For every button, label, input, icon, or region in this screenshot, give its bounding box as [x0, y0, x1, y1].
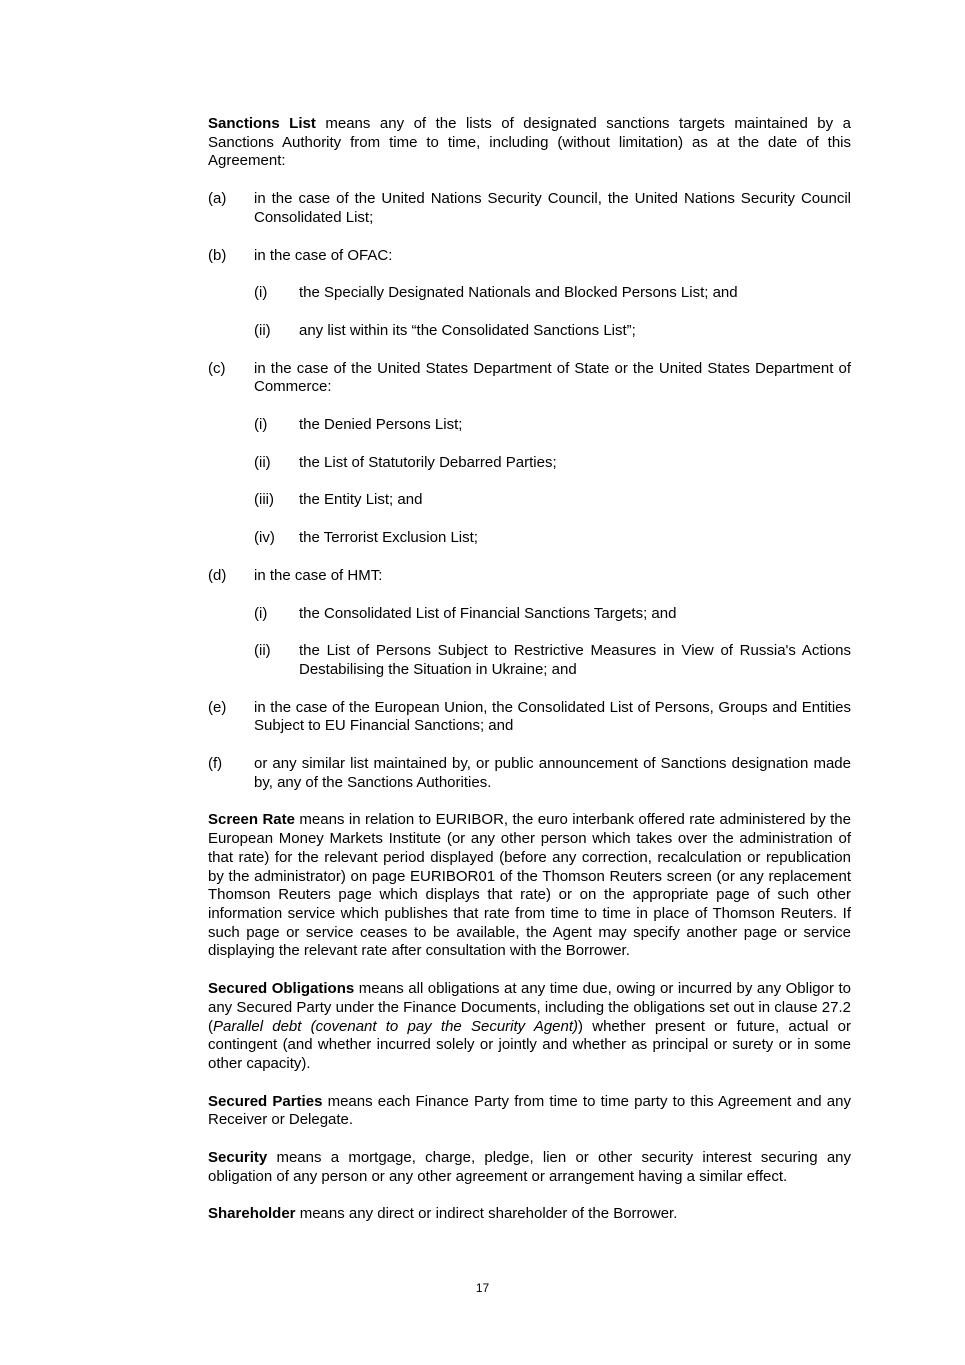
term: Screen Rate: [208, 811, 295, 829]
list-subitem-c-iv: (iv) the Terrorist Exclusion List;: [254, 529, 478, 547]
list-subitem-b-i: (i) the Specially Designated Nationals and Blocked Persons List; and: [254, 284, 738, 302]
list-subitem-b-ii: (ii) any list within its “the Consolidated Sanctions List”;: [254, 321, 636, 339]
list-subitem-c-i: (i) the Denied Persons List;: [254, 416, 463, 434]
definition-shareholder: Shareholder means any direct or indirect shareholder of the Borrower.: [208, 1205, 678, 1223]
list-subitem-c-ii: (ii) the List of Statutorily Debarred Parties;: [254, 453, 557, 471]
definition-secured-obligations: Secured Obligations means all obligations at any time due, owing or incurred by any Obligor to any Secured Party under the Finance Documents, including the obligations set out in clause 27.2 (Parallel debt (covenant to pay the Security Agent)) whether present or future, actual or contingent (and whether incurred solely or jointly and whether as principal or surety or in some other capacity).: [208, 980, 851, 1072]
page-number: 17: [475, 1281, 490, 1295]
document-page: [208, 115, 851, 1243]
list-subitem-c-iii: (iii) the Entity List; and: [254, 491, 423, 509]
term: Shareholder: [208, 1205, 296, 1223]
definition-screen-rate: Screen Rate means in relation to EURIBOR, the euro interbank offered rate administered by the European Money Markets Institute (or any other person which takes over the administration of that rate) for the relevant period displayed (before any correction, recalculation or republication by the administrator) on page EURIBOR01 of the Thomson Reuters screen (or any replacement Thomson Reuters page which displays that rate) or on the appropriate page of such other information service which publishes that rate from time to time in place of Thomson Reuters. If such page or service ceases to be available, the Agent may specify another page or service displaying the relevant rate after consultation with the Borrower.: [208, 811, 851, 960]
list-item-d: (d) in the case of HMT:: [208, 566, 383, 584]
list-subitem-d-i: (i) the Consolidated List of Financial Sanctions Targets; and: [254, 604, 677, 622]
list-item-b: (b) in the case of OFAC:: [208, 246, 393, 264]
term: Sanctions List: [208, 115, 316, 132]
clause-reference: Parallel debt (covenant to pay the Security Agent): [213, 1017, 579, 1035]
list-item-e: (e) in the case of the European Union, the Consolidated List of Persons, Groups and Entities Subject to EU Financial Sanctions; and: [208, 698, 851, 735]
definition-secured-parties: Secured Parties means each Finance Party from time to time party to this Agreement and any Receiver or Delegate.: [208, 1092, 851, 1129]
term: Secured Parties: [208, 1092, 323, 1110]
term: Secured Obligations: [208, 980, 355, 998]
list-item-f: (f) or any similar list maintained by, or public announcement of Sanctions designation made by, any of the Sanctions Authorities.: [208, 755, 851, 791]
list-subitem-d-ii: (ii) the List of Persons Subject to Restrictive Measures in View of Russia's Actions Destabilising the Situation in Ukraine; and: [254, 642, 851, 678]
term: Security: [208, 1149, 268, 1167]
definition-security: Security means a mortgage, charge, pledge, lien or other security interest securing any obligation of any person or any other agreement or arrangement having a similar effect.: [208, 1149, 851, 1185]
definition-sanctions-list: Sanctions List means any of the lists of designated sanctions targets maintained by a Sanctions Authority from time to time, including (without limitation) as at the date of this Agreement:: [208, 115, 851, 170]
list-item-c: (c) in the case of the United States Department of State or the United States Department of Commerce:: [208, 359, 851, 396]
list-item-a: (a) in the case of the United Nations Security Council, the United Nations Security Council Consolidated List;: [208, 190, 851, 226]
